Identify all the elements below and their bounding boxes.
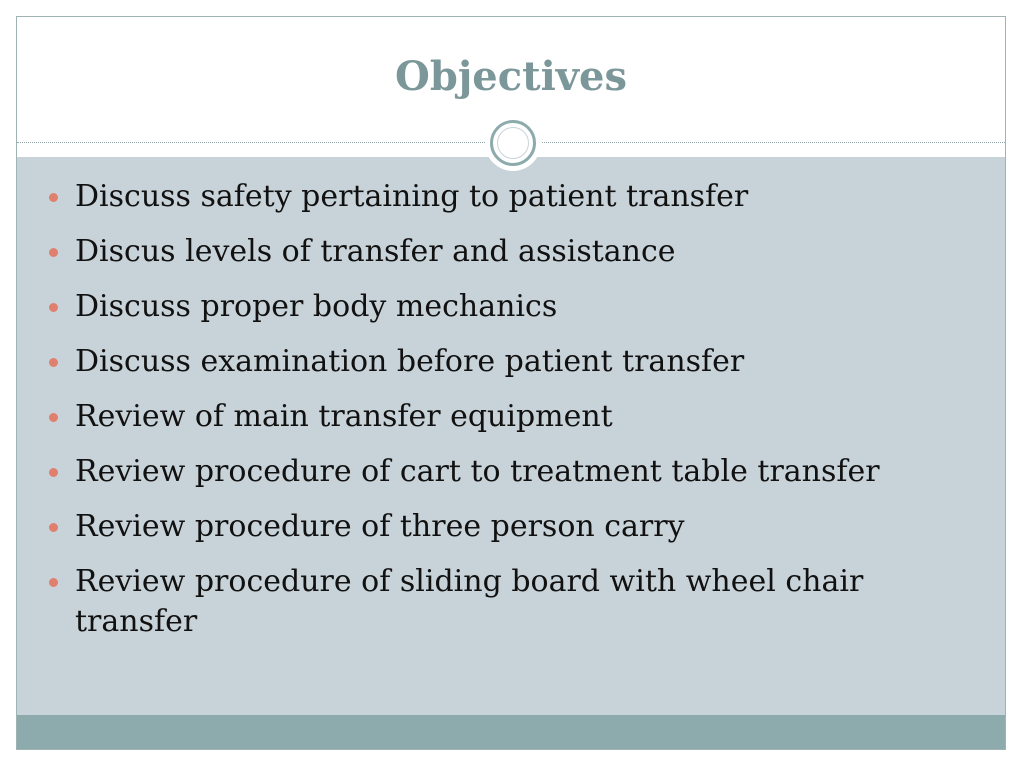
bullet-text: Review procedure of three person carry: [75, 509, 685, 544]
bullet-text: Discuss examination before patient transfer: [75, 344, 745, 379]
bullet-text: Discus levels of transfer and assistance: [75, 234, 676, 269]
bullet-icon: [49, 413, 58, 422]
bullet-text: Review procedure of sliding board with wheel chair transfer: [75, 564, 864, 639]
bullet-icon: [49, 578, 58, 587]
list-item: [17, 507, 1005, 547]
bullet-text: Discuss proper body mechanics: [75, 289, 558, 324]
list-item: [17, 287, 1005, 327]
bullet-icon: [49, 303, 58, 312]
list-item: [17, 397, 1005, 437]
list-item: [17, 177, 1005, 217]
list-item: [17, 232, 1005, 272]
bullet-text: Review procedure of cart to treatment table transfer: [75, 454, 880, 489]
list-item: [17, 562, 1005, 642]
bullet-icon: [49, 523, 58, 532]
footer-band: [17, 715, 1005, 750]
bullet-text: Review of main transfer equipment: [75, 399, 613, 434]
circle-ornament-icon: [485, 115, 541, 171]
list-item: [17, 342, 1005, 382]
bullet-icon: [49, 248, 58, 257]
list-item: [17, 452, 1005, 492]
bullet-icon: [49, 193, 58, 202]
bullet-text: Discuss safety pertaining to patient transfer: [75, 179, 749, 214]
slide: [16, 16, 1006, 750]
objectives-list: [17, 177, 1005, 657]
slide-title: Objectives: [395, 53, 627, 100]
bullet-icon: [49, 358, 58, 367]
bullet-icon: [49, 468, 58, 477]
